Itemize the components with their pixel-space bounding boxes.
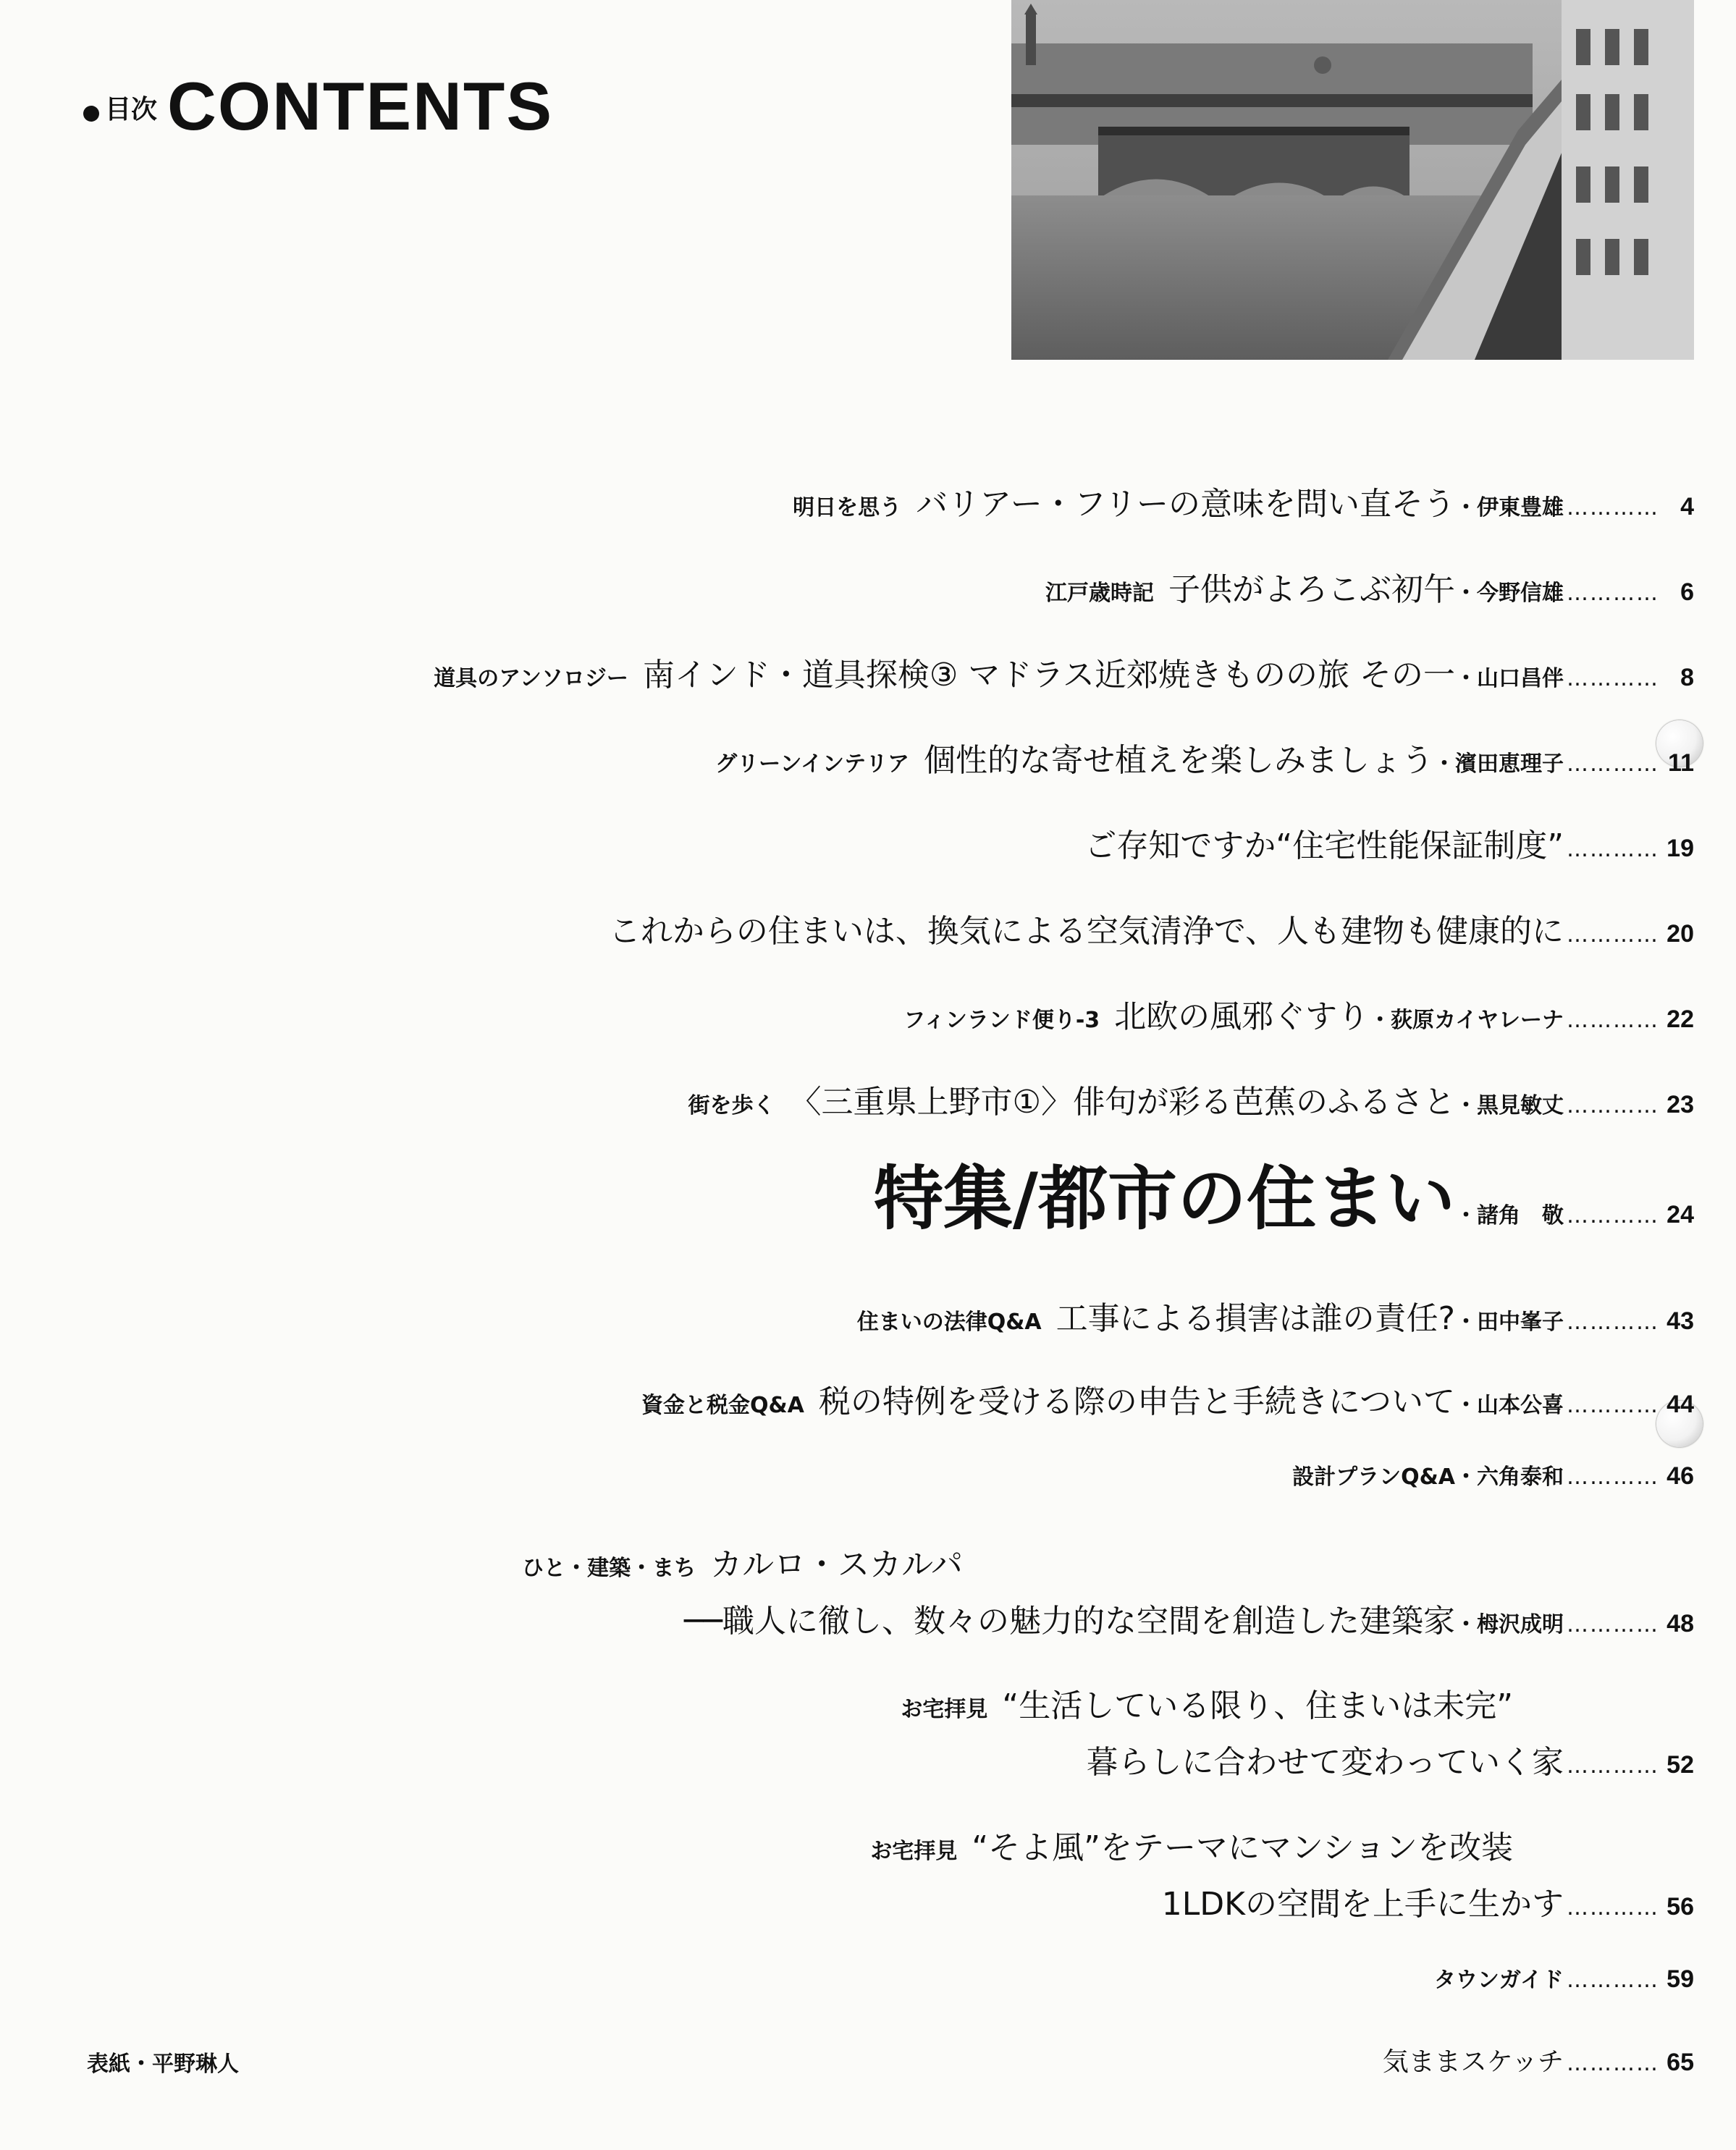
entry-page: 19 xyxy=(1667,835,1694,862)
dot-leader: ………… xyxy=(1567,1895,1659,1921)
dot-leader: ………… xyxy=(1567,1093,1659,1118)
entry-label: 街を歩く xyxy=(688,1093,775,1118)
entry-page: 22 xyxy=(1667,1006,1694,1033)
entry-page: 24 xyxy=(1667,1201,1694,1228)
dot-leader: ………… xyxy=(1567,2051,1659,2076)
entry-label: 設計プランQ&A xyxy=(1292,1464,1455,1490)
dot-leader: ………… xyxy=(1567,1310,1659,1335)
entry-title: 工事による損害は誰の責任? xyxy=(1055,1300,1455,1337)
toc-entry[interactable] xyxy=(1383,2041,1694,2078)
toc-entry[interactable] xyxy=(434,649,1694,695)
dot-leader: ………… xyxy=(1567,751,1659,777)
entry-author: ・荻原カイヤレーナ xyxy=(1369,1008,1564,1033)
entry-title: 南インド・道具探検③ マドラス近郊焼きものの旅 その一 xyxy=(642,657,1455,694)
entry-author: ・六角泰和 xyxy=(1455,1464,1564,1490)
entry-author: ・黒見敏丈 xyxy=(1455,1093,1564,1118)
toc-entry[interactable] xyxy=(1162,1878,1694,1924)
entry-author: ・伊東豊雄 xyxy=(1455,495,1564,520)
toc-entry[interactable] xyxy=(609,905,1694,951)
contents-header xyxy=(83,68,554,144)
entry-label: 道具のアンソロジー xyxy=(434,666,628,691)
entry-title: バリアー・フリーの意味を問い直そう xyxy=(916,486,1455,523)
entry-page: 48 xyxy=(1667,1610,1694,1637)
dot-leader: ………… xyxy=(1567,1393,1659,1418)
dot-leader: ………… xyxy=(1567,922,1659,948)
entry-label: フィンランド便り-3 xyxy=(903,1008,1100,1033)
entry-label: 江戸歳時記 xyxy=(1045,581,1154,606)
entry-page: 56 xyxy=(1667,1893,1694,1921)
dot-leader: ………… xyxy=(1567,666,1659,691)
entry-label: タウンガイド xyxy=(1433,1968,1564,1993)
toc-entry[interactable] xyxy=(1086,1736,1694,1782)
entry-subtitle: 暮らしに合わせて変わっていく家 xyxy=(1086,1744,1564,1781)
feature-title: 特集/都市の住まい xyxy=(873,1158,1455,1239)
toc-entry[interactable] xyxy=(688,1076,1694,1122)
entry-page: 44 xyxy=(1667,1391,1694,1418)
entry-label: 明日を思う xyxy=(793,495,902,520)
entry-author: ・諸角 敬 xyxy=(1455,1203,1564,1228)
entry-subtitle: ──職人に徹し、数々の魅力的な空間を創造した建築家 xyxy=(684,1603,1455,1640)
entry-label: お宅拝見 xyxy=(901,1697,988,1722)
entry-author: ・今野信雄 xyxy=(1455,581,1564,606)
entry-title: ご存知ですか“住宅性能保証制度” xyxy=(1084,827,1564,864)
bullet-icon xyxy=(83,106,99,122)
dot-leader: ………… xyxy=(1567,837,1659,862)
entry-author: ・田中峯子 xyxy=(1455,1310,1564,1335)
entry-page: 4 xyxy=(1680,493,1694,520)
entry-title: 〈三重県上野市①〉俳句が彩る芭蕉のふるさと xyxy=(789,1084,1455,1121)
toc-entry-heading[interactable] xyxy=(901,1679,1513,1726)
dot-leader: ………… xyxy=(1567,1968,1659,1993)
dot-leader: ………… xyxy=(1567,1008,1659,1033)
entry-page: 8 xyxy=(1680,664,1694,691)
dot-leader: ………… xyxy=(1567,1203,1659,1228)
toc-entry[interactable] xyxy=(1292,1459,1694,1491)
entry-title: これからの住まいは、換気による空気清浄で、人も建物も健康的に xyxy=(608,913,1564,950)
entry-page: 20 xyxy=(1667,920,1694,948)
contents-label-ja: 目次 xyxy=(105,95,158,125)
dot-leader: ………… xyxy=(1567,1753,1659,1779)
dot-leader: ………… xyxy=(1567,581,1659,606)
entry-label: 資金と税金Q&A xyxy=(641,1393,804,1418)
entry-label: ひと・建築・まち xyxy=(522,1556,696,1581)
toc-entry[interactable] xyxy=(715,734,1694,780)
cover-credit: 表紙・平野琳人 xyxy=(87,2052,239,2077)
entry-label: 住まいの法律Q&A xyxy=(856,1310,1042,1335)
dot-leader: ………… xyxy=(1567,1612,1659,1637)
entry-label: グリーンインテリア xyxy=(715,751,909,777)
entry-title: “そよ風”をテーマにマンションを改装 xyxy=(972,1829,1513,1866)
entry-title: 気ままスケッチ xyxy=(1382,2047,1564,2077)
entry-title: “生活している限り、住まいは未完” xyxy=(1002,1687,1513,1724)
entry-page: 43 xyxy=(1667,1307,1694,1335)
toc-entry[interactable] xyxy=(1084,819,1694,866)
entry-page: 46 xyxy=(1667,1462,1694,1490)
entry-author: ・山口昌伴 xyxy=(1455,666,1564,691)
entry-author: ・栂沢成明 xyxy=(1455,1612,1564,1637)
toc-entry[interactable] xyxy=(857,1292,1694,1339)
entry-author: ・濱田恵理子 xyxy=(1433,751,1564,777)
toc-entry[interactable] xyxy=(1045,563,1694,610)
entry-page: 11 xyxy=(1668,749,1694,777)
entry-title: カルロ・スカルパ xyxy=(710,1546,963,1583)
cover-photo-ponte-vecchio xyxy=(1011,0,1694,360)
entry-page: 59 xyxy=(1667,1965,1694,1993)
dot-leader: ………… xyxy=(1567,495,1659,520)
entry-page: 23 xyxy=(1667,1091,1694,1118)
toc-entry[interactable] xyxy=(903,990,1694,1037)
toc-entry-heading[interactable] xyxy=(870,1821,1513,1868)
toc-entry-heading[interactable] xyxy=(522,1538,963,1585)
toc-entry[interactable] xyxy=(641,1375,1694,1422)
toc-entry[interactable] xyxy=(1434,1962,1694,1994)
entry-page: 6 xyxy=(1680,578,1694,606)
toc-entry[interactable] xyxy=(793,478,1694,524)
entry-author: ・山本公喜 xyxy=(1455,1393,1564,1418)
dot-leader: ………… xyxy=(1567,1464,1659,1490)
entry-title: 税の特例を受ける際の申告と手続きについて xyxy=(818,1383,1455,1420)
entry-title: 北欧の風邪ぐすり xyxy=(1114,998,1370,1035)
entry-title: 子供がよろこぶ初午 xyxy=(1168,571,1455,608)
contents-title: CONTENTS xyxy=(167,68,554,144)
entry-page: 52 xyxy=(1667,1751,1694,1779)
toc-entry[interactable] xyxy=(684,1595,1694,1641)
entry-subtitle: 1LDKの空間を上手に生かす xyxy=(1161,1886,1564,1923)
entry-title: 個性的な寄せ植えを楽しみましょう xyxy=(924,742,1433,779)
entry-label: お宅拝見 xyxy=(870,1839,958,1864)
toc-feature-entry[interactable] xyxy=(874,1144,1694,1243)
entry-page: 65 xyxy=(1667,2049,1694,2076)
